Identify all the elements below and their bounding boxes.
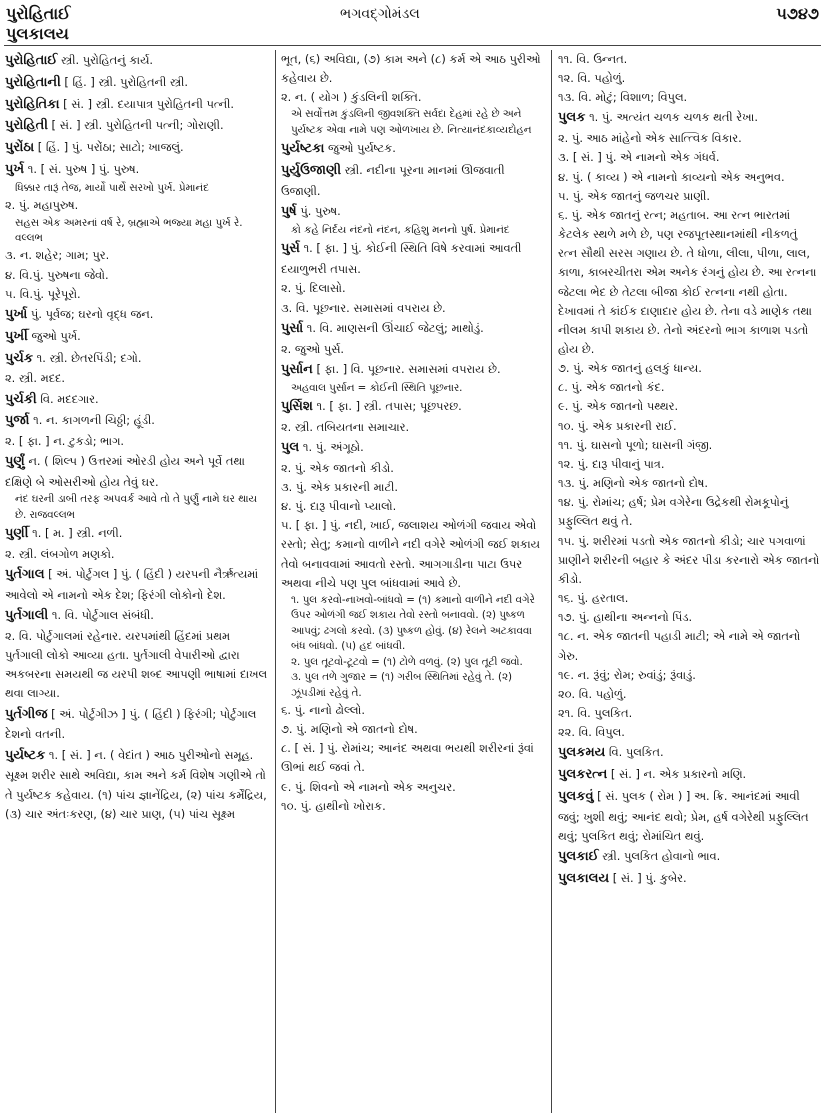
quotation: ધિક્કાર તારૂં તેજ, માર્યો પાર્થે સરખો પુર્ખ. પ્રેમાનંદ [15, 181, 209, 194]
headword: પુરોહિતી [5, 118, 48, 134]
definition-text: ૧. [ સં. ] ન. ( વેદાંત ) આઠ પુરીઓનો સમૂહ. સૂક્ષ્મ શરીર સાથે અવિદ્યા, કામ અને કર્મ વિશેષ ગણીએ તો તે પુર્યષ્ટક કહેવાય. (૧) પાંચ જ્ઞાનેંદ્રિય, (૨) પાંચ કર્મેંદ્રિય, (૩) ચાર અંતઃકરણ, (૪) ચાર પ્રાણ, (૫) પાંચ સૂક્ષ્મ [5, 747, 267, 821]
definition-text: ૨. વિ. પોર્ટુગાલમાં રહેનાર. યરપમાંથી હિંદમાં પ્રથમ પુર્તગાલી લોકો આવ્યા હતા. પુર્તગાલી વેપારીઓ દ્વારા અકબરના સમયથી જ યરપી શબ્દ આપણી ભાષામાં દાખલ થવા લાગ્યા. [5, 629, 268, 701]
sense-line [558, 168, 820, 187]
running-title: ભગવદ્ગોમંડલ [340, 6, 420, 22]
sense-line [281, 797, 545, 816]
definition-text: ૧૭. પું. હાથીના અન્નનો પિંડ. [558, 610, 693, 625]
definition-text: સ્ત્રી. પુલકિત હોવાનો ભાવ. [598, 849, 721, 864]
dictionary-entry [5, 159, 268, 181]
definition-text: ૪. પું. ( કાવ્ય ) એ નામનો કાવ્યનો એક અનુભવ. [558, 169, 785, 184]
definition-text: ૯. પું. એક જાતનો પથ્થર. [558, 399, 679, 414]
sense-line [5, 196, 268, 215]
dictionary-entry [5, 564, 268, 605]
guide-word-first: પુરોહિતાઈ [6, 4, 71, 23]
definition-text: ૨. પું. મહાપુરુષ. [5, 198, 79, 213]
definition-text: ૨. સ્ત્રી. લંબગોળ મણકો. [5, 547, 115, 562]
quotation: ૩. પુલ તળે ગુજાર = (૧) ગરીબ સ્થિતિમાં રહેવું તે. (૨) ઝૂંપડીમાં રહેવું તે. [291, 671, 513, 699]
sense-line [558, 455, 820, 474]
definition-text: ૧૪. પું. રોમાંચ; હર્ષ; પ્રેમ વગેરેના ઉદ્રેકથી રોમકૂપોનું પ્રફુલ્લિત થવું તે. [558, 495, 789, 529]
dictionary-entry [5, 410, 268, 432]
sense-line [558, 69, 820, 88]
headword: પુર્તગાલી [5, 608, 49, 624]
sense-line [281, 739, 545, 777]
definition-text: [ સં. ] પું. કુબેર. [609, 870, 687, 885]
dictionary-entry [5, 389, 268, 411]
dictionary-entry [281, 238, 545, 279]
column-3 [558, 50, 820, 1115]
headword: પુલ [281, 439, 300, 455]
headword: પુર્ચકી [5, 391, 37, 407]
headword: પુરોંઠા [5, 140, 35, 156]
sense-line [558, 589, 820, 608]
definition-text: ૩. પું. એક પ્રકારની માટી. [281, 479, 398, 494]
definition-text: ૩. ન. શહેર; ગામ; પુર. [5, 248, 110, 263]
headword: પુર્તગીજ [5, 706, 48, 722]
headword: પુર્ચક [5, 350, 34, 366]
quotation: ૧. પુલ કરવો-નાખવો-બાંધવો = (૧) કમાનો વાળીને નદી વગેરે ઉપર ઓળંગી જઈ શકાય તેવો રસ્તો બનાવવો. (૨) પુષ્કળ આપવું; ઢગલો કરવો. (૩) પુષ્કળ હોવું. (૪) રેલને અટકાવવા બંધ બાંધવો. (૫) હદ બાંધવી. [291, 593, 535, 653]
definition-text: ૧. પું. અંગૂઠો. [299, 439, 364, 454]
dictionary-entry [5, 94, 268, 116]
sense-line [281, 701, 545, 720]
definition-text: ૨. પું. દિલાસો. [281, 281, 346, 296]
dictionary-entry [5, 745, 268, 824]
definition-text: વિ. મદદગાર. [36, 391, 99, 406]
sense-line [558, 359, 820, 378]
sense-line [281, 279, 545, 298]
definition-text: ૨૦. વિ. પહોળું. [558, 686, 627, 701]
definition-text: ૧૩. વિ. મોટું; વિશાળ; વિપુલ. [558, 90, 688, 105]
headword: પુર્સિશ [281, 398, 313, 414]
sense-line [558, 206, 820, 359]
definition-text: ૧. વિ. પોર્ટુગાલ સંબંધી. [48, 608, 154, 623]
dictionary-entry [5, 326, 268, 348]
definition-text: ૧૯. ન. રૂંવું; રોમ; રુવાંડું; રૂંવાડું. [558, 667, 696, 682]
dictionary-entry [281, 437, 545, 459]
sense-line [558, 685, 820, 704]
headword: પુલક [558, 110, 586, 126]
definition-text: [ સં. ] સ્ત્રી. પુરોહિતની પત્ની; ગોરાણી. [47, 118, 224, 133]
definition-text: ૧૨. વિ. પહોળું. [558, 71, 626, 86]
definition-text: ૮. [ સં. ] પું. રોમાંચ; આનંદ અથવા ભયથી શરીરનાં રૂંવાં ઊભાં થઈ જવાં તે. [281, 741, 534, 775]
headword: પુર્યુઉજાણી [281, 163, 342, 179]
dictionary-entry [558, 846, 820, 868]
header-rule [4, 45, 821, 46]
sense-line [5, 432, 268, 451]
definition-text: ૨. પું. આઠ માંહેનો એક સાત્ત્વિક વિકાર. [558, 131, 742, 146]
definition-text: ૧૧. વિ. ઉન્નત. [558, 52, 628, 66]
headword: પુર્ખ [5, 162, 25, 178]
page-number: ૫૭૪૭ [776, 4, 819, 23]
headword: પુલકવું [558, 788, 594, 804]
definition-text: [ હિં. ] પું. પરોંઠા; સાટો; ખાજલું. [34, 140, 184, 155]
definition-text: ૧. વિ. માણસની ઊંચાઈ જેટલું; માથોડું. [303, 320, 484, 335]
headword: પુર્તગાલ [5, 567, 45, 583]
sense-line [558, 532, 820, 589]
definition-text: [ સં. ] ન. એક પ્રકારનો મણિ. [607, 767, 747, 782]
sense-line [558, 397, 820, 416]
headword: પુર્જા [5, 413, 30, 429]
headword: પુર્ષ [281, 204, 297, 220]
definition-text: ૧. પું. અત્યંત ચળક ચળક થતી રેખા. [585, 110, 758, 125]
guide-word-last: પુલકાલય [6, 24, 69, 43]
headword: પુર્યષ્ટકા [281, 141, 325, 157]
dictionary-entry [5, 451, 268, 492]
definition-text: ૫. પું. એક જાતનું જળચર પ્રાણી. [558, 188, 711, 203]
sense-line [558, 627, 820, 665]
definition-text: ૩. [ સં. ] પું. એ નામનો એક ગંધર્વ. [558, 150, 720, 165]
sense-line [558, 436, 820, 455]
headword: પુર્ખા [5, 306, 28, 322]
sense-line [281, 88, 545, 107]
sense-line [281, 340, 545, 359]
headword: પુર્ખી [5, 328, 28, 344]
definition-text: ૨. [ ફા. ] ન. ટુકડો; ભાગ. [5, 434, 125, 449]
dictionary-entry [5, 50, 268, 72]
definition-text: ૨. પું. એક જાતનો કીડો. [281, 460, 394, 475]
headword: પુલકરત્ન [558, 767, 608, 783]
definition-text: ૧૨. પું. દારૂ પીવાનું પાત્ર. [558, 456, 665, 471]
sense-line [558, 148, 820, 167]
definition-text: [ અં. પોર્ટુગલ ] પું. ( હિંદી ) યરપની નૈર્ઋત્યમાં આવેલો એ નામનો એક દેશ; ફિરંગી લોકોનો દેશ. [5, 567, 259, 603]
dictionary-entry [5, 605, 268, 627]
sense-line [558, 474, 820, 493]
definition-text: ૨૧. વિ. પુલકિત. [558, 705, 633, 720]
sense-line [558, 88, 820, 107]
headword: પુર્સા [281, 320, 304, 336]
definition-text: ૧૬. પું. હરતાલ. [558, 591, 629, 606]
column-divider [551, 50, 552, 1113]
sense-line [5, 627, 268, 704]
dictionary-entry [558, 868, 820, 890]
sense-line [5, 285, 268, 304]
sense-line [281, 478, 545, 497]
sense-line [281, 720, 545, 739]
column-1 [5, 50, 268, 1115]
sense-line [558, 50, 820, 69]
dictionary-entry [281, 318, 545, 340]
sense-line [5, 369, 268, 388]
sense-line [281, 497, 545, 516]
sense-line [5, 246, 268, 265]
definition-text: [ સં. પુલક ( રોમ ) ] અ. ક્રિ. આનંદમાં આવી જવું; ખુશી થવું; આનંદ થવો; પ્રેમ, હર્ષ વગેરેથી પ્રફુલ્લિત થવું; પુલકિત થવું; રોમાંચિત થવું. [558, 788, 809, 843]
headword: પુર્ણી [5, 526, 29, 542]
sense-line [558, 378, 820, 397]
definition-text: ૧. [ ફા. ] સ્ત્રી. તપાસ; પૂછપરછ. [312, 398, 462, 413]
definition-text: ભૂત, (૬) અવિદ્યા, (૭) કામ અને (૮) કર્મ એ આઠ પુરીઓ કહેવાય છે. [281, 52, 541, 86]
definition-text: ૭. પું. મણિનો એ જાતનો દોષ. [281, 722, 418, 737]
headword: પુરોહિતાની [5, 74, 61, 90]
dictionary-entry [5, 523, 268, 545]
quotation: એ સર્વોત્તમ કુંડલિની જીવશક્તિ સર્વદા દેહમાં રહે છે અને પુર્યષ્ટક એવા નામે પણ ઓળખાય છે. નિત્યાનંદકાવ્યદોહન [291, 108, 532, 136]
sense-line [5, 545, 268, 564]
definition-text: સ્ત્રી. નદીના પૂરના માનમાં ઊજવાતી ઉજાણી. [281, 163, 505, 198]
definition-text: ૩. વિ. પૂછનાર. સમાસમાં વપરાય છે. [281, 300, 446, 315]
dictionary-entry [281, 138, 545, 160]
definition-text: ૪. વિ.પું. પુરુષના જેવો. [5, 267, 109, 282]
headword: પુર્ણું [5, 454, 25, 470]
quotation: નંદ ઘરની ડાબી તરફ અપવર્ક આવે તો તે પુર્ણું નામે ઘર થાય છે. રાજવલ્લભ [15, 493, 257, 521]
definition-text: ૬. પું. એક જાતનું રત્ન; મહતાબ. આ રત્ન ભારતમાં કેટલેક સ્થળે મળે છે, પણ રજપૂતસ્થાનમાંથી નીકળતું રત્ન સૌથી સરસ ગણાય છે. તે ધોળા, લીલા, પીળા, લાલ, કાળા, કાબરચીતરા એમ અનેક રંગનું હોય છે. આ રત્નના જેટલા ભેદ છે તેટલા બીજા કોઈ રત્નના નથી હોતા. દેખાવમાં તે કાંઈક દાણાદાર હોય છે. તેના વડે માણેક તથા નીલમ કાપી શકાય છે. તેનો અંદરનો ભાગ કાળાશ પડતો હોય છે. [558, 207, 817, 357]
column-divider [275, 50, 276, 1113]
dictionary-entry [558, 742, 820, 764]
definition-text: જુઓ પુર્ખ. [27, 328, 81, 343]
headword: પુલકાઈ [558, 849, 599, 865]
definition-text: ૧૫. પું. શરીરમાં પડતો એક જાતનો કીડો; ચાર પગવાળાં પ્રાણીને શરીરની બહાર કે અંદર પીડા કરનારો એક જાતનો કીડો. [558, 533, 820, 586]
quotation: સહસ એક અમરનાં વર્ષ રે, બ્રહ્માએ ભજ્યા મહા પુર્ખ રે. વલ્લભ [15, 216, 243, 244]
sense-line [5, 266, 268, 285]
definition-text: [ સં. ] સ્ત્રી. દયાપાત્ર પુરોહિતની પત્ની. [59, 96, 234, 111]
definition-text: ૨. જુઓ પુર્સ. [281, 341, 345, 356]
sense-line [281, 418, 545, 437]
definition-text: ૨. સ્ત્રી. તબિયતના સમાચાર. [281, 419, 410, 434]
headword: પુરોહિતાઈ [5, 53, 58, 68]
dictionary-entry [5, 348, 268, 370]
definition-text: ૧૧. પું. ઘાસનો પૂળો; ઘાસની ગંજી. [558, 437, 713, 452]
sense-line [281, 50, 545, 88]
definition-text: ૫. વિ.પું. પૂરેપૂરો. [5, 286, 81, 301]
dictionary-entry [558, 764, 820, 786]
sense-line [281, 459, 545, 478]
definition-text: ૯. પું. શિવનો એ નામનો એક અનુચર. [281, 779, 456, 794]
quotation: કો કહે નિર્દય નંદનો નંદન, કહિશુ મનનો પુર્ષ. પ્રેમાનંદ [291, 223, 510, 236]
headword: પુર્યષ્ટક [5, 747, 46, 763]
sense-line [558, 129, 820, 148]
dictionary-entry [558, 107, 820, 129]
headword: પુરોહિતિકા [5, 96, 60, 112]
dictionary-entry [281, 160, 545, 201]
definition-text: ૧. ન. કાગળની ચિઠ્ઠી; હૂંડી. [29, 413, 155, 428]
headword: પુલકમય [558, 745, 606, 761]
dictionary-entry [558, 786, 820, 846]
definition-text: ૧. [ ફા. ] પું. કોઈની સ્થિતિ વિષે કરવામાં આવતી દયાળુભરી તપાસ. [281, 241, 522, 277]
dictionary-entry [5, 72, 268, 94]
definition-text: ૮. પું. એક જાતનો કંદ. [558, 380, 665, 395]
definition-text: ૬. પું. નાનો ઢોલ્લો. [281, 702, 365, 717]
sense-line [281, 778, 545, 797]
definition-text: ૨. ન. ( યોગ ) કુંડલિની શક્તિ. [281, 90, 422, 105]
definition-text: [ હિં. ] સ્ત્રી. પુરોહિતની સ્ત્રી. [60, 74, 188, 89]
definition-text: ૨૨. વિ. વિપુલ. [558, 725, 625, 740]
sense-line [558, 608, 820, 627]
quotation: અહવાલ પુર્સાન = કોઈની સ્થિતિ પૂછનાર. [291, 381, 463, 394]
definition-text: સ્ત્રી. પુરોહિતનું કાર્ય. [57, 53, 154, 67]
definition-text: ન. ( શિલ્પ ) ઉત્તરમાં ઓરડી હોય અને પૂર્વે તથા દક્ષિણે બે ઓસરીઓ હોય તેવું ઘર. [5, 454, 245, 490]
definition-text: ૧૦. પું. હાથીનો ખોરાક. [281, 798, 386, 813]
definition-text: પું. પુરુષ. [296, 204, 341, 219]
sense-line [281, 299, 545, 318]
definition-text: ૪. પું. દારૂ પીવાનો પ્યાલો. [281, 499, 397, 514]
sense-line [558, 417, 820, 436]
headword: પુર્સાન [281, 361, 313, 377]
sense-line [558, 493, 820, 531]
definition-text: ૧. [ મ. ] સ્ત્રી. નળી. [28, 526, 123, 541]
definition-text: ૫. [ ફા. ] પું. નદી, ખાઈ, જલાશય ઓળંગી જવાય એવો રસ્તો; સેતુ; કમાનો વાળીને નદી વગેરે ઓળંગી જઈ શકાય તેવો બનાવવામાં આવતો રસ્તો. આગગાડીના પાટા ઉપર અથવા નીચે પણ પુલ બાંધવામાં આવે છે. [281, 518, 540, 590]
column-2 [281, 50, 545, 1115]
sense-line [558, 723, 820, 742]
dictionary-entry [5, 137, 268, 159]
definition-text: [ ફા. ] વિ. પૂછનાર. સમાસમાં વપરાય છે. [312, 361, 501, 376]
dictionary-entry [5, 304, 268, 326]
definition-text: ૧૦. પું. એક પ્રકારની રાઈ. [558, 418, 677, 433]
definition-text: વિ. પુલકિત. [605, 745, 664, 760]
definition-text: ૧૩. પું. મણિનો એક જાતનો દોષ. [558, 476, 709, 491]
headword: પુલકાલય [558, 870, 610, 886]
definition-text: [ અં. પોર્ટુગીઝ ] પું. ( હિંદી ) ફિરંગી; પોર્ટુગાલ દેશનો વતની. [5, 706, 257, 742]
dictionary-entry [281, 359, 545, 381]
dictionary-entry [281, 396, 545, 418]
definition-text: ૧૮. ન. એક જાતની પહાડી માટી; એ નામે એ જાતનો ગેરુ. [558, 629, 801, 663]
headword: પુર્સ [281, 241, 300, 257]
definition-text: જુઓ પુર્યષ્ટક. [324, 141, 396, 156]
definition-text: ૨. સ્ત્રી. મદદ. [5, 371, 66, 386]
dictionary-entry [5, 115, 268, 137]
definition-text: ૧. [ સં. પુરુષ ] પું. પુરુષ. [24, 162, 140, 177]
sense-line [281, 516, 545, 593]
definition-text: ૧. સ્ત્રી. છેતરપિંડી; દગો. [33, 350, 142, 365]
sense-line [558, 704, 820, 723]
quotation: ૨. પુલ તૂટવો-ટૂટવો = (૧) ટોળે વળવું. (૨) પુલ તૂટી જવો. [291, 655, 523, 668]
sense-line [558, 187, 820, 206]
dictionary-entry [5, 704, 268, 745]
sense-line [558, 666, 820, 685]
definition-text: ૭. પું. એક જાતનું હલકું ધાન્ય. [558, 361, 702, 376]
definition-text: પું. પૂર્વજ; ઘરનો વૃદ્ધ જન. [27, 306, 154, 321]
dictionary-entry [281, 201, 545, 223]
